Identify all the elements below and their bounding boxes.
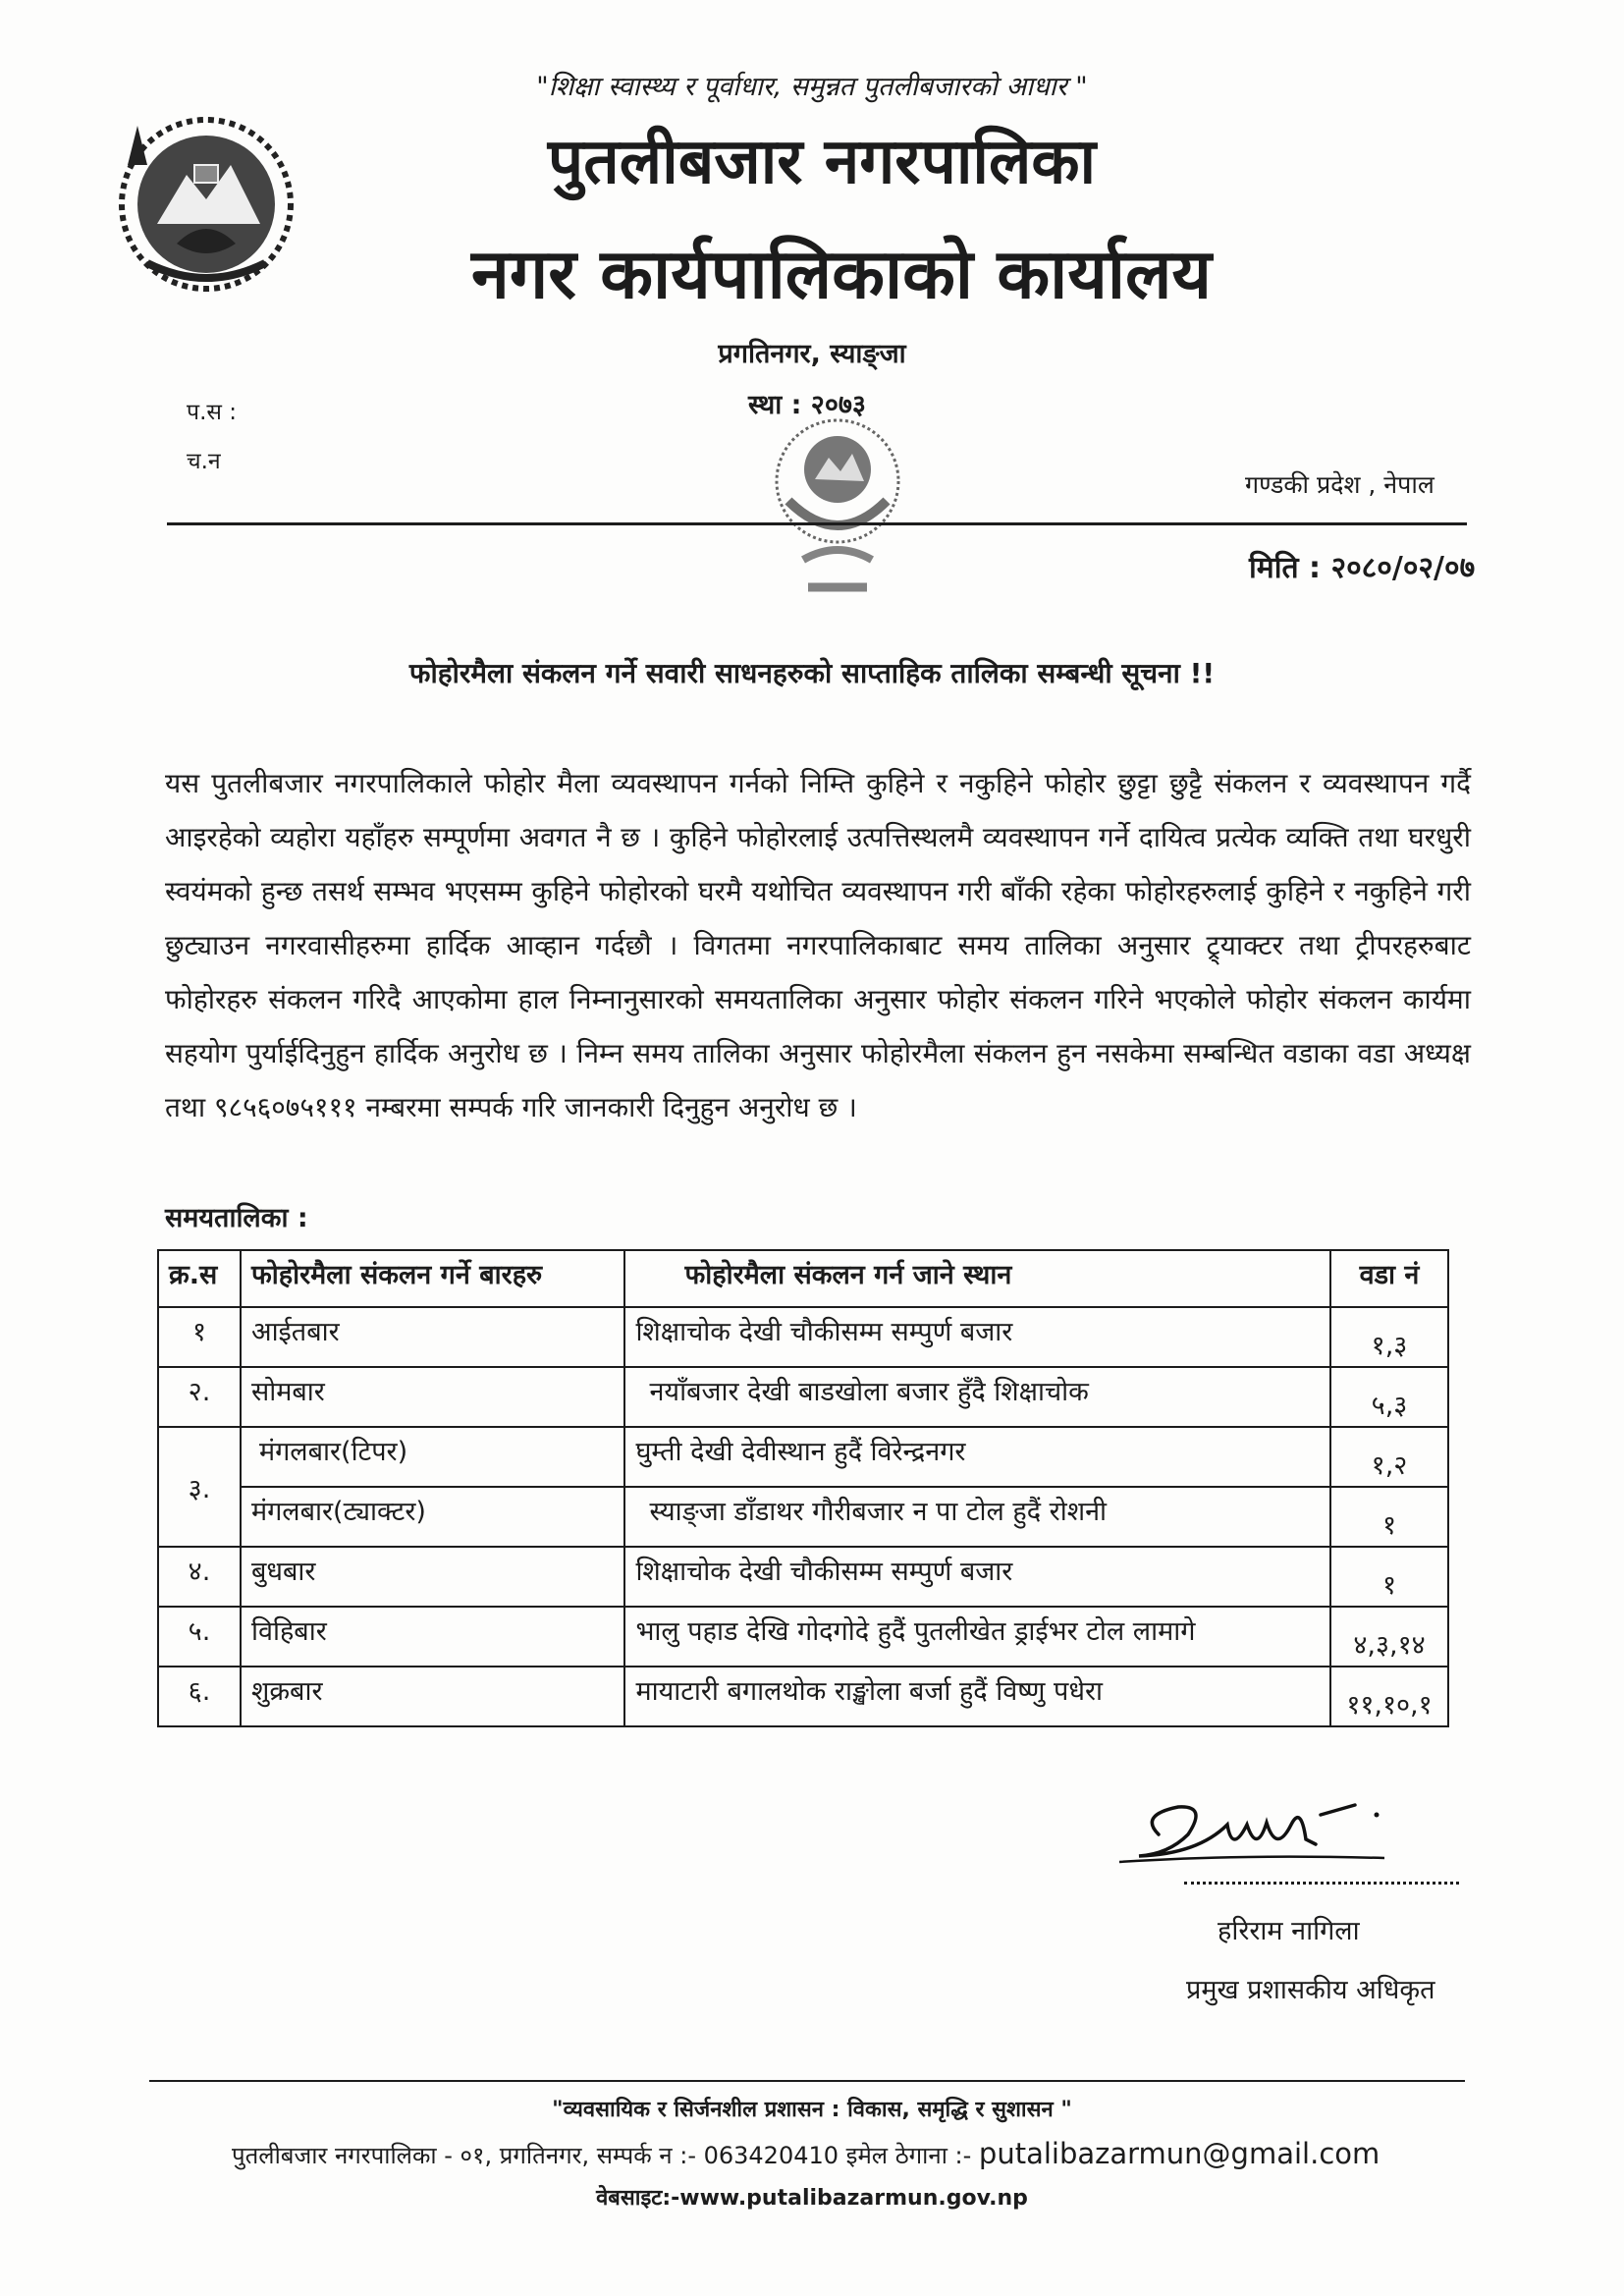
table-row (158, 1667, 1448, 1726)
collection-schedule-table (157, 1249, 1449, 1727)
cell-ward (1330, 1487, 1448, 1547)
cell-day: मंगलबार(ट्याक्टर) (241, 1487, 624, 1547)
cell-ward (1330, 1607, 1448, 1667)
cell-sn: ६. (158, 1667, 241, 1726)
province-country: गण्डकी प्रदेश , नेपाल (1245, 470, 1435, 499)
table-row (158, 1547, 1448, 1607)
ward-value: ४,३,१४ (1353, 1630, 1426, 1661)
established-year: स्था : २०७३ (748, 390, 866, 420)
email-link[interactable]: putalibazarmun@gmail.com (978, 2137, 1380, 2170)
header-slogan: "शिक्षा स्वास्थ्य र पूर्वाधार, समुन्नत पुतलीबजारको आधार " (536, 72, 1088, 102)
cell-place: मायाटारी बगालथोक राङ्खोला बर्जा हुदैं विष्णु पधेरा (624, 1667, 1330, 1726)
cell-sn: ४. (158, 1547, 241, 1607)
cell-place: भालु पहाड देखि गोदगोदे हुदैं पुतलीखेत ड्राईभर टोल लामागे (624, 1607, 1330, 1667)
header-sn: क्र.स (158, 1250, 241, 1307)
header-ward: वडा नं (1330, 1250, 1448, 1307)
footer-divider (149, 2080, 1465, 2082)
office-address: प्रगतिनगर, स्याङ्जा (718, 339, 906, 369)
letter-date: मिति : २०८०/०२/०७ (1249, 551, 1476, 585)
cell-day: सोमबार (241, 1367, 624, 1427)
table-row (158, 1427, 1448, 1487)
ward-value: १,२ (1371, 1450, 1408, 1481)
cell-sn: १ (158, 1307, 241, 1367)
cell-sn: ५. (158, 1607, 241, 1667)
cell-day: मंगलबार(टिपर) (241, 1427, 624, 1487)
cell-place: नयाँबजार देखी बाडखोला बजार हुँदै शिक्षाचोक (624, 1367, 1330, 1427)
header-day: फोहोरमैला संकलन गर्ने बारहरु (241, 1250, 624, 1307)
signature-image (1119, 1785, 1394, 1874)
signatory-title: प्रमुख प्रशासकीय अधिकृत (1186, 1975, 1435, 2005)
cell-day: विहिबार (241, 1607, 624, 1667)
schedule-label: समयतालिका : (165, 1203, 308, 1233)
cell-ward (1330, 1367, 1448, 1427)
cell-ward (1330, 1547, 1448, 1607)
footer-slogan: "व्यवसायिक र सिर्जनशील प्रशासन : विकास, समृद्धि र सुशासन " (552, 2098, 1072, 2122)
table-header-row (158, 1250, 1448, 1307)
cell-ward (1330, 1307, 1448, 1367)
ward-value: १,३ (1371, 1331, 1408, 1361)
cell-place: शिक्षाचोक देखी चौकीसम्म सम्पुर्ण बजार (624, 1307, 1330, 1367)
cell-day: शुक्रबार (241, 1667, 624, 1726)
header-place: फोहोरमैला संकलन गर्न जाने स्थान (624, 1250, 1330, 1307)
ward-value: ५,३ (1371, 1391, 1408, 1421)
ward-value: ११,१०,१ (1346, 1690, 1433, 1721)
table-row (158, 1607, 1448, 1667)
cell-sn: २. (158, 1367, 241, 1427)
signatory-name: हरिराम नागिला (1218, 1916, 1360, 1946)
cell-ward (1330, 1427, 1448, 1487)
cell-ward (1330, 1667, 1448, 1726)
municipality-name: पुतलीबजार नगरपालिका (547, 126, 1097, 198)
cell-day: आईतबार (241, 1307, 624, 1367)
cell-place: घुम्ती देखी देवीस्थान हुदैं विरेन्द्रनगर (624, 1427, 1330, 1487)
office-stamp (725, 393, 950, 619)
cell-place: स्याङ्जा डाँडाथर गौरीबजार न पा टोल हुदैं रोशनी (624, 1487, 1330, 1547)
ward-value: १ (1381, 1510, 1397, 1541)
notice-body: यस पुतलीबजार नगरपालिकाले फोहोर मैला व्यवस्थापन गर्नको निम्ति कुहिने र नकुहिने फोहोर छुट्टा छुट्टै संकलन र व्यवस्थापन गर्दै आइरहेको व्यहोरा यहाँहरु सम्पूर्णमा अवगत नै छ । कुहिने फोहोरलाई उत्पत्तिस्थलमै व्यवस्थापन गर्ने दायित्व प्रत्येक व्यक्ति तथा घरधुरी स्वयंमको हुन्छ तसर्थ सम्भव भएसम्म कुहिने फोहोरको घरमै यथोचित व्यवस्थापन गरी बाँकी रहेका फोहोरहरुलाई कुहिने र नकुहिने गरी छुट्याउन नगरवासीहरुमा हार्दिक आव्हान गर्दछौ । विगतमा नगरपालिकाबाट समय तालिका अनुसार ट्र्याक्टर तथा ट्रीपरहरुबाट फोहोरहरु संकलन गरिदै आएकोमा हाल निम्नानुसारको समयतालिका अनुसार फोहोर संकलन गरिने भएकोले फोहोर संकलन कार्यमा सहयोग पुर्याईदिनुहुन हार्दिक अनुरोध छ । निम्न समय तालिका अनुसार फोहोरमैला संकलन हुन नसकेमा सम्बन्धित वडाका वडा अध्यक्ष तथा ९८५६०७५१११ नम्बरमा सम्पर्क गरि जानकारी दिनुहुन अनुरोध छ । (165, 767, 1471, 1123)
table-row (158, 1487, 1448, 1547)
table-row (158, 1367, 1448, 1427)
notice-title: फोहोरमैला संकलन गर्ने सवारी साधनहरुको साप्ताहिक तालिका सम्बन्धी सूचना !! (408, 657, 1216, 689)
cell-sn: ३. (158, 1427, 241, 1547)
letter-number-label: प.स : (187, 400, 237, 425)
contact-text: पुतलीबजार नगरपालिका - ०१, प्रगतिनगर, सम्पर्क न :- 063420410 इमेल ठेगाना :- (232, 2142, 979, 2169)
table-row (158, 1307, 1448, 1367)
dispatch-number-label: च.न (187, 449, 221, 474)
signature-line (1184, 1882, 1459, 1885)
footer-contact (232, 2137, 1380, 2171)
cell-place: शिक्षाचोक देखी चौकीसम्म सम्पुर्ण बजार (624, 1547, 1330, 1607)
header-divider (167, 522, 1467, 525)
office-name: नगर कार्यपालिकाको कार्यालय (470, 234, 1213, 314)
website-link[interactable]: वेबसाइट:-www.putalibazarmun.gov.np (596, 2186, 1028, 2211)
cell-day: बुधबार (241, 1547, 624, 1607)
ward-value: १ (1381, 1570, 1397, 1601)
